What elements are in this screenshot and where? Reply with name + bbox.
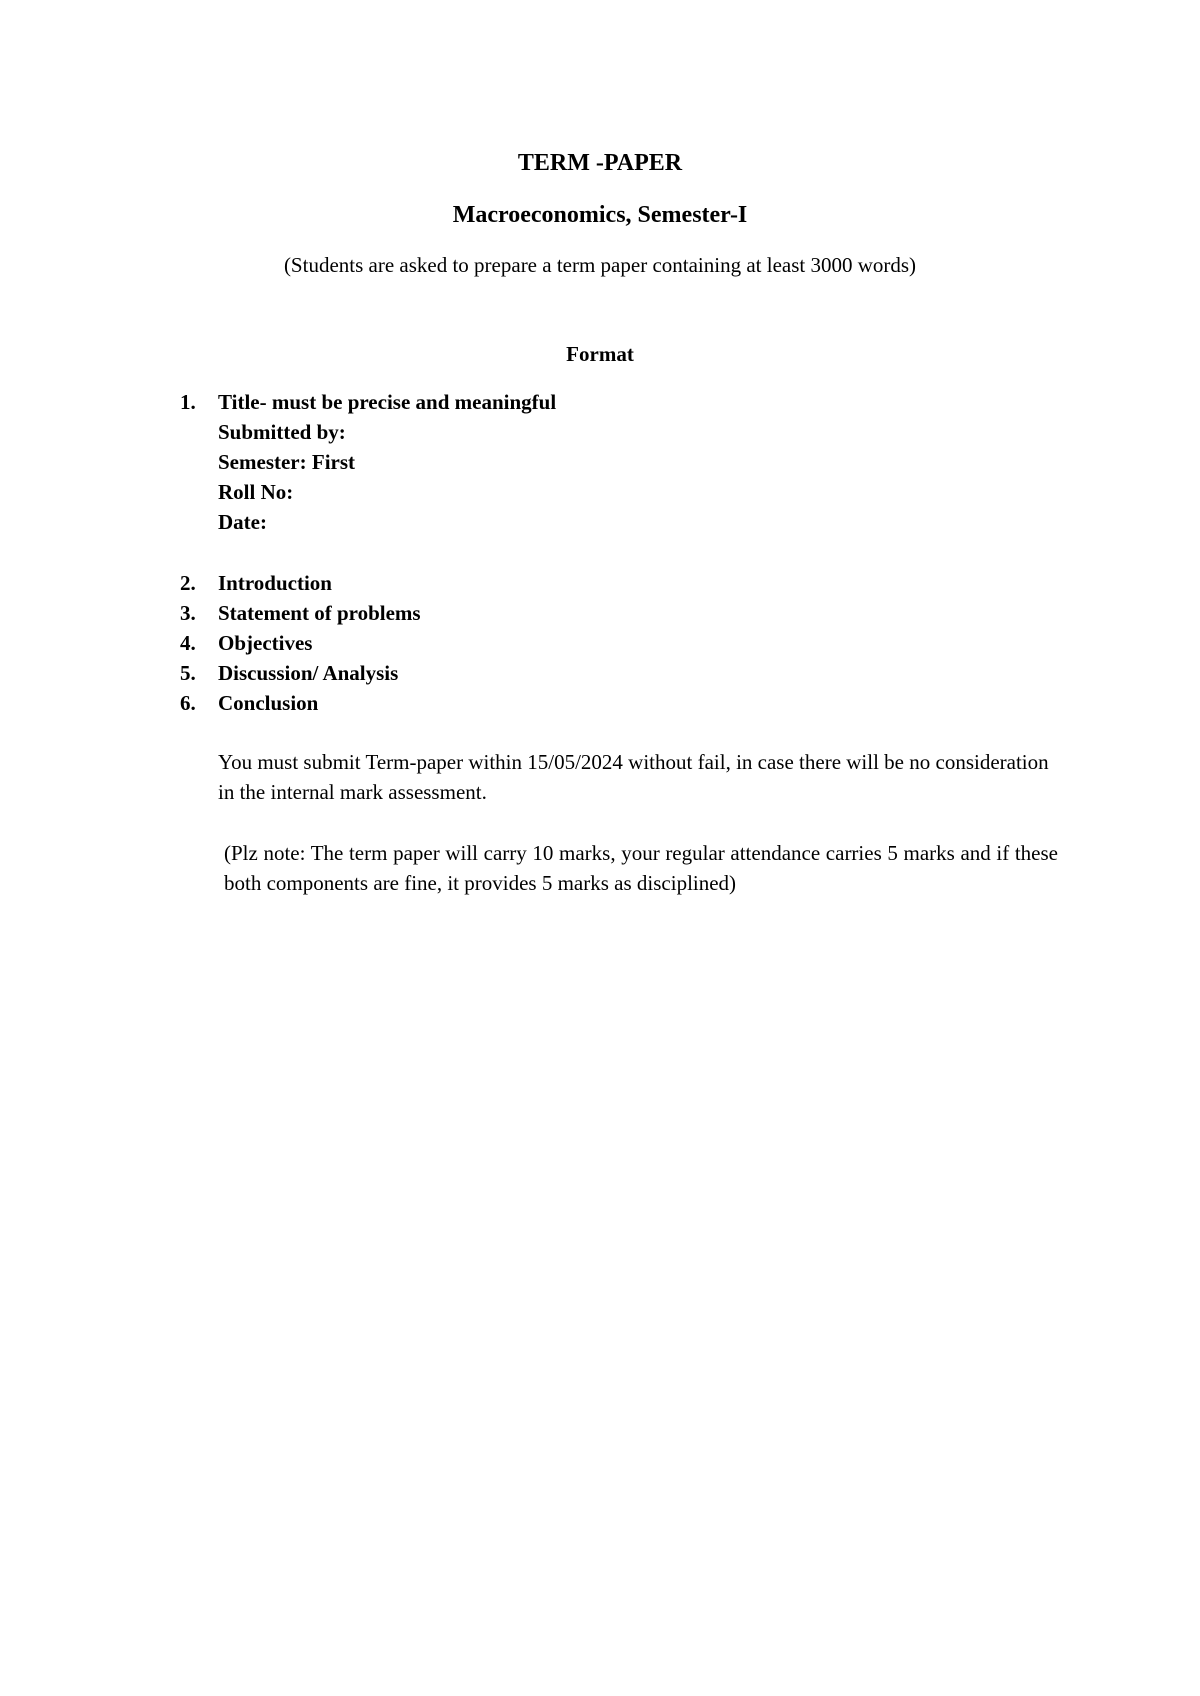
- roll-no-label: Roll No:: [218, 480, 294, 504]
- list-item-label: Objectives: [218, 631, 313, 655]
- list-item-number: 2.: [180, 571, 196, 595]
- format-heading: Format: [566, 342, 634, 366]
- instruction-text: (Students are asked to prepare a term paper containing at least 3000 words): [283, 253, 917, 277]
- submitted-by-label: Submitted by:: [218, 420, 346, 444]
- list-item-number: 1.: [180, 390, 196, 414]
- marks-note: (Plz note: The term paper will carry 10 marks, your regular attendance carries 5 marks and if these both components are fine, it provides 5 marks as disciplined): [224, 841, 1058, 895]
- semester-label: Semester: First: [218, 450, 356, 474]
- list-item-number: 3.: [180, 601, 196, 625]
- list-item-number: 5.: [180, 661, 196, 685]
- list-item-number: 6.: [180, 691, 196, 715]
- list-item-label: Conclusion: [218, 691, 319, 715]
- list-item-label: Title- must be precise and meaningful: [218, 390, 557, 414]
- list-item-label: Statement of problems: [218, 601, 421, 625]
- course-title: Macroeconomics, Semester-I: [452, 202, 748, 228]
- list-item-label: Discussion/ Analysis: [218, 661, 399, 685]
- list-item-number: 4.: [180, 631, 196, 655]
- deadline-note: You must submit Term-paper within 15/05/2024 without fail, in case there will be no consideration in the internal mark assessment.: [218, 750, 1049, 804]
- list-item-label: Introduction: [218, 571, 332, 595]
- date-label: Date:: [218, 510, 267, 534]
- document-title: TERM -PAPER: [517, 150, 683, 176]
